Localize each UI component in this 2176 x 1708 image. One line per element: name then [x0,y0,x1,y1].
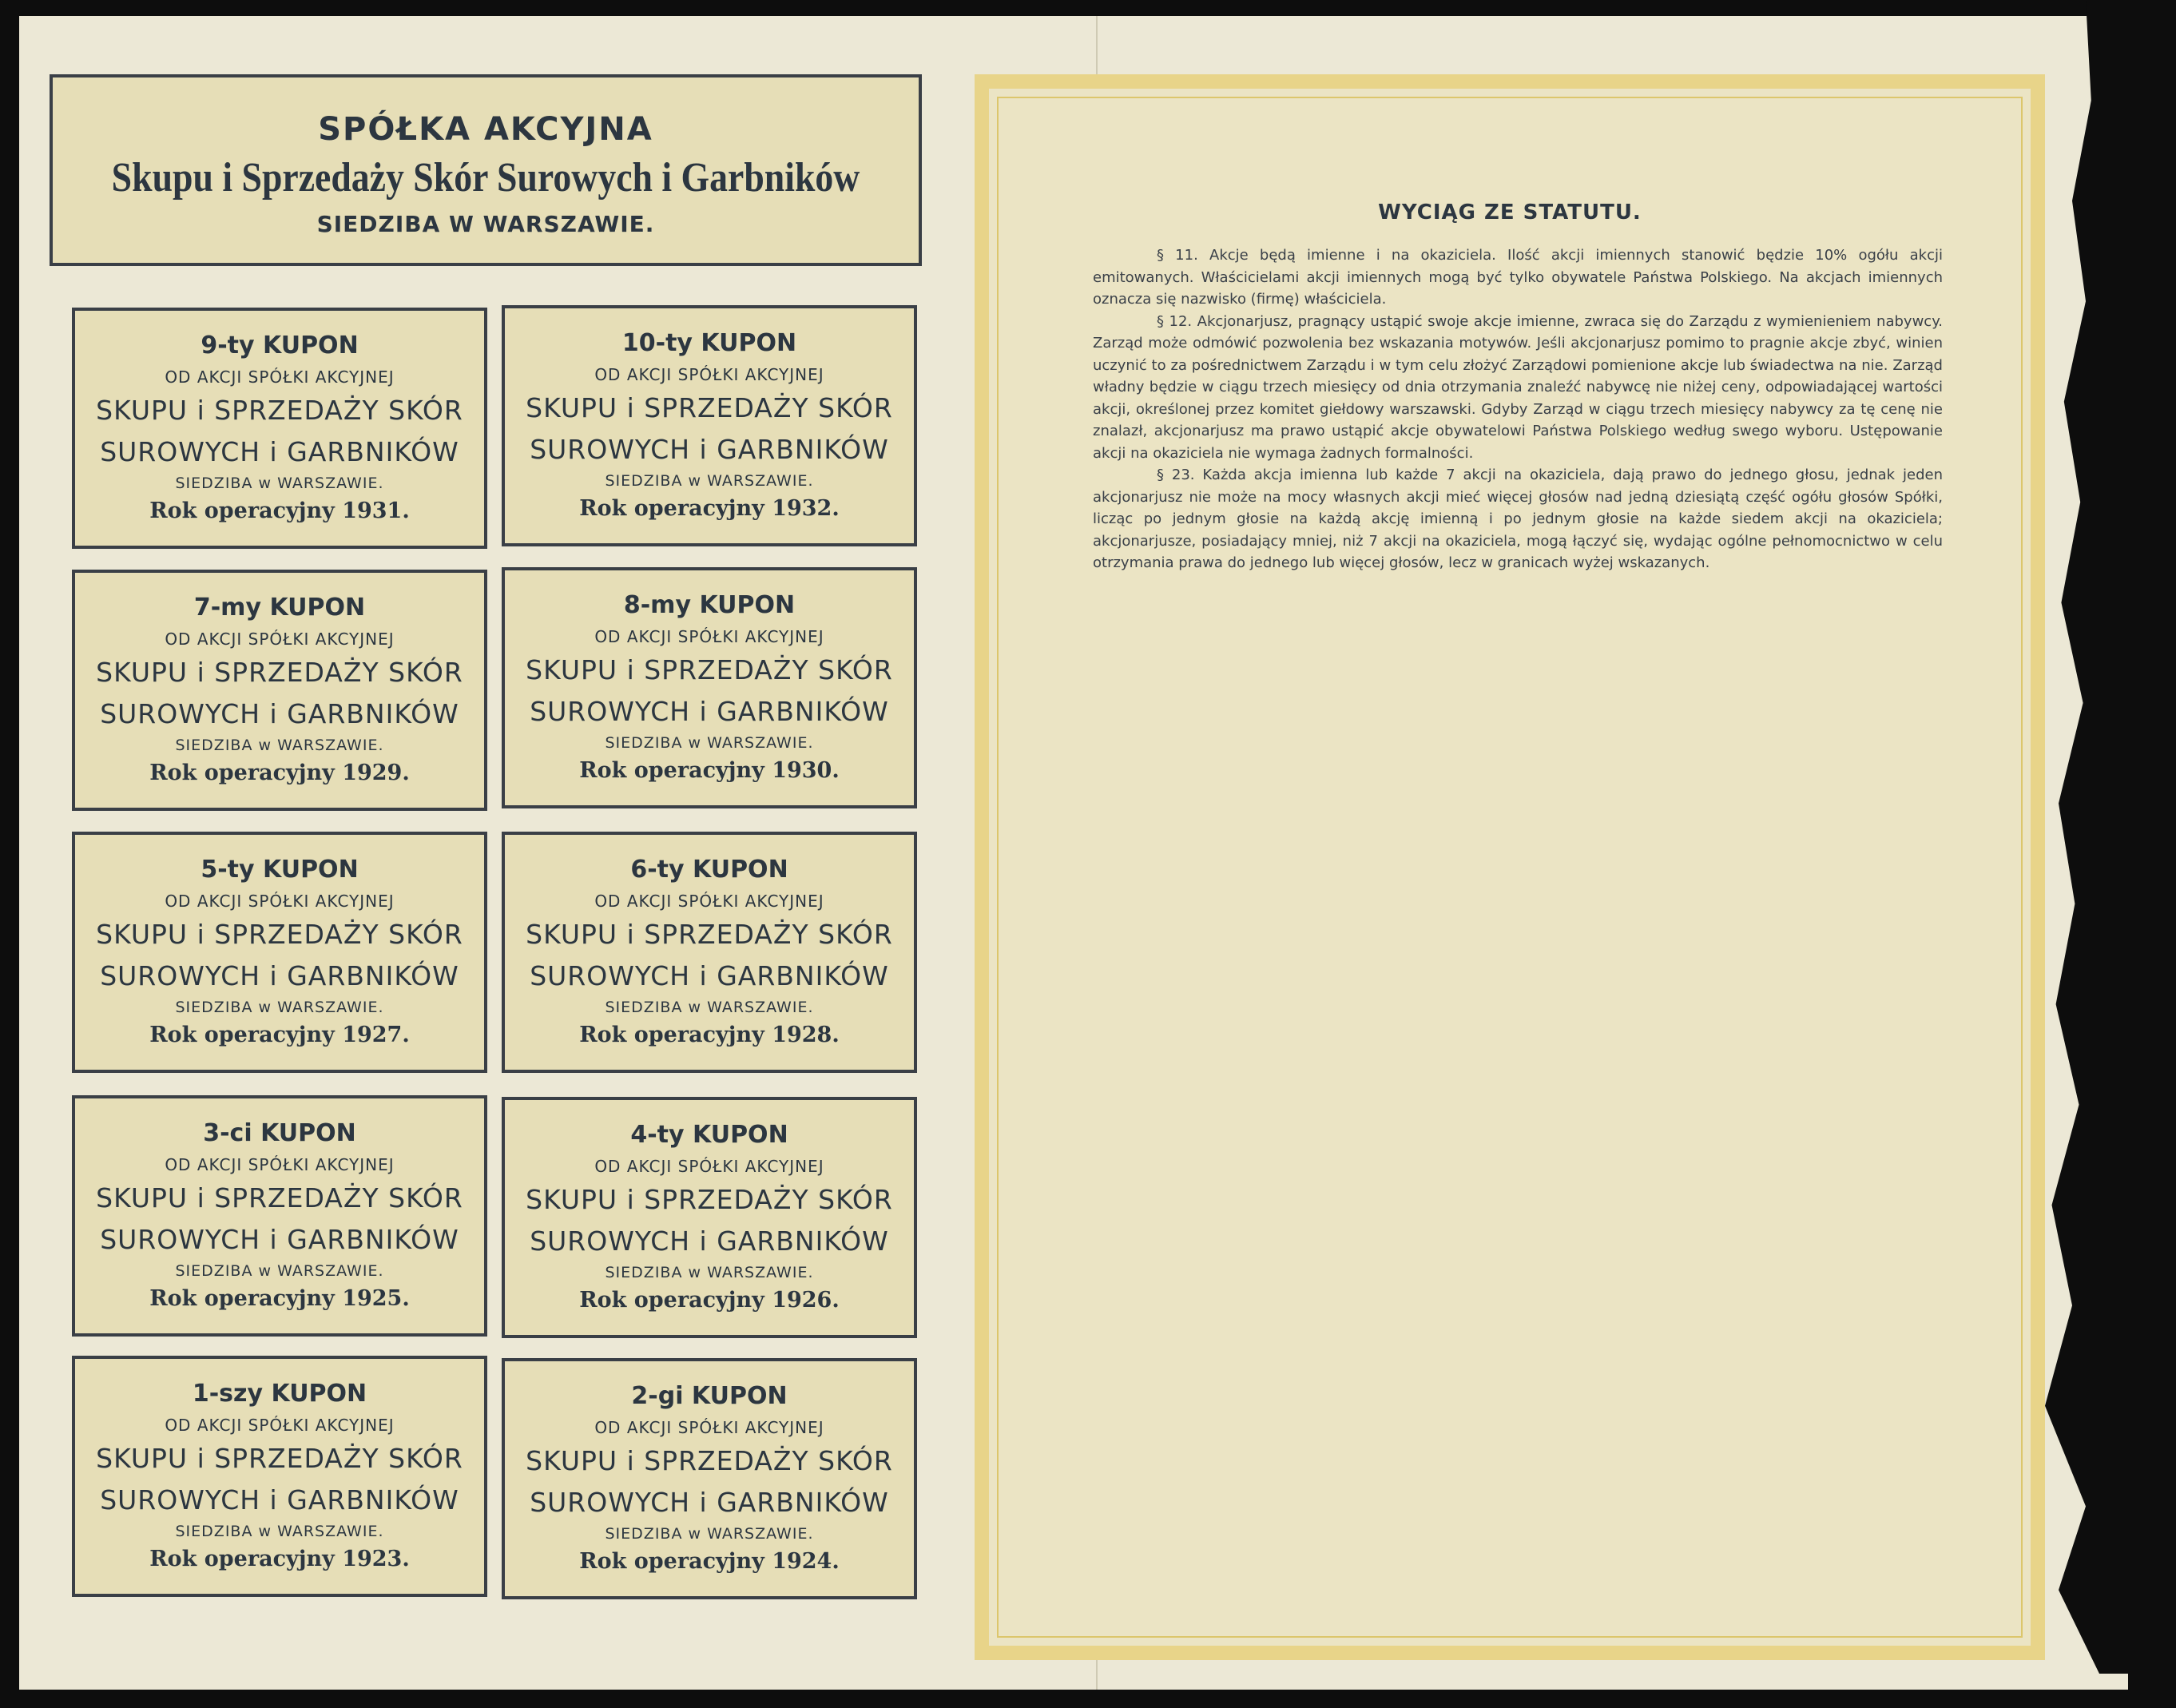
coupon-from: OD AKCJI SPÓŁKI AKCYJNEJ [165,892,395,911]
coupon-year: Rok operacyjny 1932. [579,496,840,521]
coupon-name-line2: SUROWYCH i GARBNIKÓW [530,960,889,991]
coupon-year: Rok operacyjny 1931. [149,498,410,523]
coupon-seat: SIEDZIBA w WARSZAWIE. [175,999,384,1016]
coupon-name-line1: SKUPU i SPRZEDAŻY SKÓR [96,1182,463,1213]
coupon-9 [72,308,487,549]
statute-paragraph-11: § 11. Akcje będą imienne i na okaziciela. Ilość akcji imiennych stanowić będzie 10% ogółu akcji emitowanych. Właścicielami akcji imiennych mogą być tylko obywatele Państwa Polskiego. Na akcjach imiennych oznacza się nazwisko (firmę) właściciela. [1093,247,1943,308]
coupon-number: 9-ty KUPON [201,332,359,359]
coupon-name-line1: SKUPU i SPRZEDAŻY SKÓR [96,395,463,426]
coupon-number: 10-ty KUPON [621,329,797,357]
coupon-seat: SIEDZIBA w WARSZAWIE. [605,472,814,490]
statute-paragraph-12: § 12. Akcjonarjusz, pragnący ustąpić swoje akcje imienne, zwraca się do Zarządu z wymienieniem nabywcy. Zarząd może odmówić pozwolenia bez wskazania motywów. Jeśli akcjonarjusz pomimo to pragnie akcje zbyć, winien uczynić to za pośrednictwem Zarządu i w tym celu złożyć Zarządowi pomienione akcje lub świadectwa na nie. Zarząd władny będzie w ciągu trzech miesięcy od dnia otrzymania znaleźć nabywcę nie niżej ceny, odpowiadającej wartości akcji, określonej przez komitet giełdowy warszawski. Gdyby Zarząd w ciągu trzech miesięcy nabywcy za tę cenę nie znalazł, akcjonarjusz ma prawo ustąpić akcje obywatelowi Państwa Polskiego według swego wyboru. Ustępowanie akcji na okaziciela nie wymaga żadnych formalności. [1093,312,1943,462]
coupon-7 [72,570,487,811]
coupon-5 [72,832,487,1073]
coupon-name-line2: SUROWYCH i GARBNIKÓW [530,1225,889,1257]
coupon-3 [72,1095,487,1337]
coupon-name-line2: SUROWYCH i GARBNIKÓW [530,434,889,465]
coupon-seat: SIEDZIBA w WARSZAWIE. [605,999,814,1016]
coupon-year: Rok operacyjny 1926. [579,1288,840,1313]
coupon-year: Rok operacyjny 1924. [579,1549,840,1574]
coupon-name-line1: SKUPU i SPRZEDAŻY SKÓR [526,919,893,950]
coupon-year: Rok operacyjny 1929. [149,761,410,785]
coupon-name-line1: SKUPU i SPRZEDAŻY SKÓR [526,1445,893,1476]
statute-paragraph-23: § 23. Każda akcja imienna lub każde 7 akcji na okaziciela, dają prawo do jednego głosu, jednak jeden akcjonarjusz nie może na mocy własnych akcji mieć więcej głosów nad jedną dziesiątą część ogółu głosów Spółki, licząc po jednym głosie na każdą akcję imienną i po jednym głosie na każde siedem akcji na okaziciela; akcjonarjusze, posiadający mniej, niż 7 akcji na okaziciela, mogą łączyć się, wydając ogólne pełnomocnictwo w celu otrzymania prawa do jednego lub więcej głosów, lecz w granicach wyżej wskazanych. [1093,467,1943,571]
coupon-6 [502,832,917,1073]
coupon-number: 5-ty KUPON [201,856,359,884]
coupon-from: OD AKCJI SPÓŁKI AKCYJNEJ [165,1155,395,1174]
coupon-number: 3-ci KUPON [203,1119,356,1147]
coupon-seat: SIEDZIBA w WARSZAWIE. [175,1262,384,1280]
coupon-name-line1: SKUPU i SPRZEDAŻY SKÓR [526,654,893,685]
statute-title: WYCIĄG ZE STATUTU. [1378,201,1642,224]
coupon-name-line1: SKUPU i SPRZEDAŻY SKÓR [526,1184,893,1215]
coupon-seat: SIEDZIBA w WARSZAWIE. [605,1264,814,1281]
coupon-seat: SIEDZIBA w WARSZAWIE. [605,1525,814,1543]
coupon-name-line1: SKUPU i SPRZEDAŻY SKÓR [96,1443,463,1474]
coupon-4 [502,1097,917,1338]
coupon-year: Rok operacyjny 1927. [149,1023,410,1047]
coupon-from: OD AKCJI SPÓŁKI AKCYJNEJ [594,892,824,911]
statute-panel [975,74,2045,1660]
coupon-from: OD AKCJI SPÓŁKI AKCYJNEJ [165,367,395,387]
coupon-name-line2: SUROWYCH i GARBNIKÓW [100,698,459,729]
company-header [50,74,922,266]
coupon-year: Rok operacyjny 1923. [149,1547,410,1571]
coupon-from: OD AKCJI SPÓŁKI AKCYJNEJ [594,365,824,384]
coupon-name-line1: SKUPU i SPRZEDAŻY SKÓR [526,392,893,423]
coupon-number: 7-my KUPON [193,594,366,622]
coupon-from: OD AKCJI SPÓŁKI AKCYJNEJ [165,630,395,649]
coupon-10 [502,305,917,546]
coupon-year: Rok operacyjny 1930. [579,758,840,783]
coupon-number: 6-ty KUPON [630,856,788,884]
coupon-from: OD AKCJI SPÓŁKI AKCYJNEJ [594,627,824,646]
coupon-name-line2: SUROWYCH i GARBNIKÓW [530,696,889,727]
coupon-from: OD AKCJI SPÓŁKI AKCYJNEJ [594,1157,824,1176]
header-subtitle: Skupu i Sprzedaży Skór Surowych i Garbników [111,155,860,201]
header-seat: SIEDZIBA W WARSZAWIE. [316,211,655,237]
coupon-number: 1-szy KUPON [192,1380,367,1408]
coupon-name-line1: SKUPU i SPRZEDAŻY SKÓR [96,657,463,688]
coupon-year: Rok operacyjny 1928. [579,1023,840,1047]
coupon-2 [502,1358,917,1599]
coupon-name-line1: SKUPU i SPRZEDAŻY SKÓR [96,919,463,950]
coupon-seat: SIEDZIBA w WARSZAWIE. [605,734,814,752]
statute-body [1093,244,1943,574]
coupon-year: Rok operacyjny 1925. [149,1286,410,1311]
coupon-name-line2: SUROWYCH i GARBNIKÓW [100,960,459,991]
coupon-number: 4-ty KUPON [630,1121,788,1149]
coupon-seat: SIEDZIBA w WARSZAWIE. [175,475,384,492]
header-title: SPÓŁKA AKCYJNA [318,111,653,148]
coupon-seat: SIEDZIBA w WARSZAWIE. [175,737,384,754]
coupon-name-line2: SUROWYCH i GARBNIKÓW [100,1484,459,1515]
coupon-name-line2: SUROWYCH i GARBNIKÓW [530,1487,889,1518]
coupon-number: 2-gi KUPON [631,1382,788,1410]
coupon-1 [72,1356,487,1597]
coupon-number: 8-my KUPON [623,591,796,619]
coupon-name-line2: SUROWYCH i GARBNIKÓW [100,436,459,467]
coupon-8 [502,567,917,808]
coupon-name-line2: SUROWYCH i GARBNIKÓW [100,1224,459,1255]
coupon-seat: SIEDZIBA w WARSZAWIE. [175,1523,384,1540]
coupon-from: OD AKCJI SPÓŁKI AKCYJNEJ [165,1416,395,1435]
coupon-from: OD AKCJI SPÓŁKI AKCYJNEJ [594,1418,824,1437]
